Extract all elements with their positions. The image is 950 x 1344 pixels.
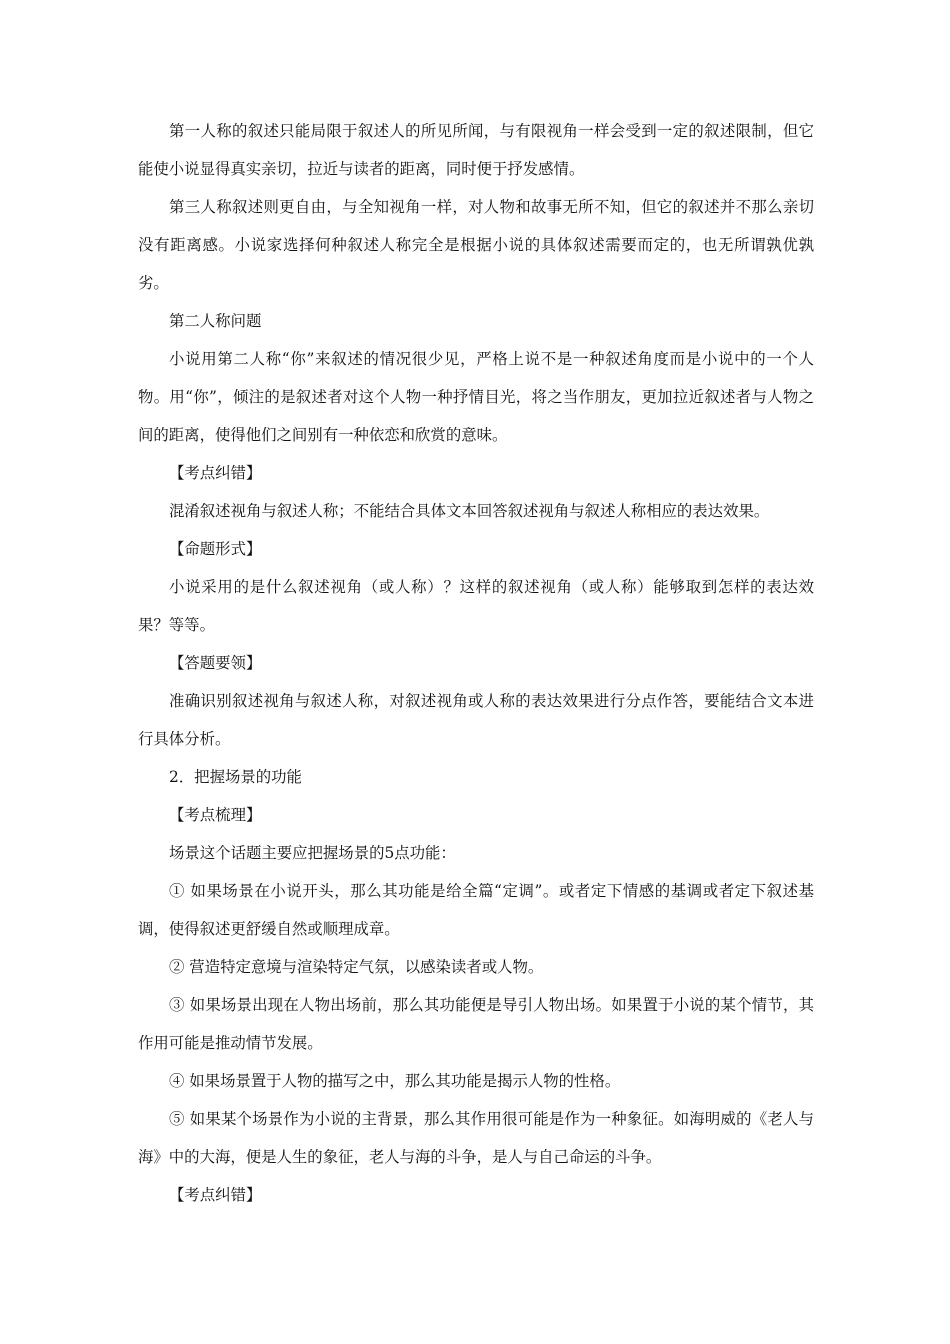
paragraph-second-person: 小说用第二人称“你”来叙述的情况很少见，严格上说不是一种叙述角度而是小说中的一个人物。用“你”，倾注的是叙述者对这个人物一种抒情目光，将之当作朋友，更加拉近叙述者与人物之间的距离，使得他们之间别有一种依恋和欣赏的意味。 [138,350,814,444]
section-scene-function: 2．把握场景的功能 [169,768,302,786]
heading-question-form: 【命题形式】 [169,540,262,558]
heading-answer-key: 【答题要领】 [169,654,262,672]
heading-error-correction: 【考点纠错】 [169,464,262,482]
paragraph-third-person: 第三人称叙述则更自由，与全知视角一样，对人物和故事无所不知，但它的叙述并不那么亲切没有距离感。小说家选择何种叙述人称完全是根据小说的具体叙述需要而定的，也无所谓孰优孰劣。 [138,198,814,292]
list-item-4: ④ 如果场景置于人物的描写之中，那么其功能是揭示人物的性格。 [169,1072,621,1090]
list-item-3: ③ 如果场景出现在人物出场前，那么其功能便是导引人物出场。如果置于小说的某个情节，其作用可能是推动情节发展。 [138,996,814,1052]
paragraph-error-correction: 混淆叙述视角与叙述人称；不能结合具体文本回答叙述视角与叙述人称相应的表达效果。 [169,502,770,520]
list-item-5: ⑤ 如果某个场景作为小说的主背景，那么其作用很可能是作为一种象征。如海明威的《老人与海》中的大海，便是人生的象征，老人与海的斗争，是人与自己命运的斗争。 [138,1110,814,1166]
paragraph-answer-key: 准确识别叙述视角与叙述人称，对叙述视角或人称的表达效果进行分点作答，要能结合文本进行具体分析。 [138,692,814,748]
heading-second-person: 第二人称问题 [169,312,262,330]
paragraph-first-person: 第一人称的叙述只能局限于叙述人的所见所闻，与有限视角一样会受到一定的叙述限制，但它能使小说显得真实亲切，拉近与读者的距离，同时便于抒发感情。 [138,122,814,178]
document-page [138,112,814,1214]
heading-exam-points: 【考点梳理】 [169,806,262,824]
paragraph-question-form: 小说采用的是什么叙述视角（或人称）？这样的叙述视角（或人称）能够取到怎样的表达效果？等等。 [138,578,814,634]
heading-error-correction-2: 【考点纠错】 [169,1186,262,1204]
paragraph-scene-intro: 场景这个话题主要应把握场景的5点功能： [169,844,456,862]
list-item-2: ② 营造特定意境与渲染特定气氛，以感染读者或人物。 [169,958,544,976]
list-item-1: ① 如果场景在小说开头，那么其功能是给全篇“定调”。或者定下情感的基调或者定下叙述基调，使得叙述更舒缓自然或顺理成章。 [138,882,814,938]
